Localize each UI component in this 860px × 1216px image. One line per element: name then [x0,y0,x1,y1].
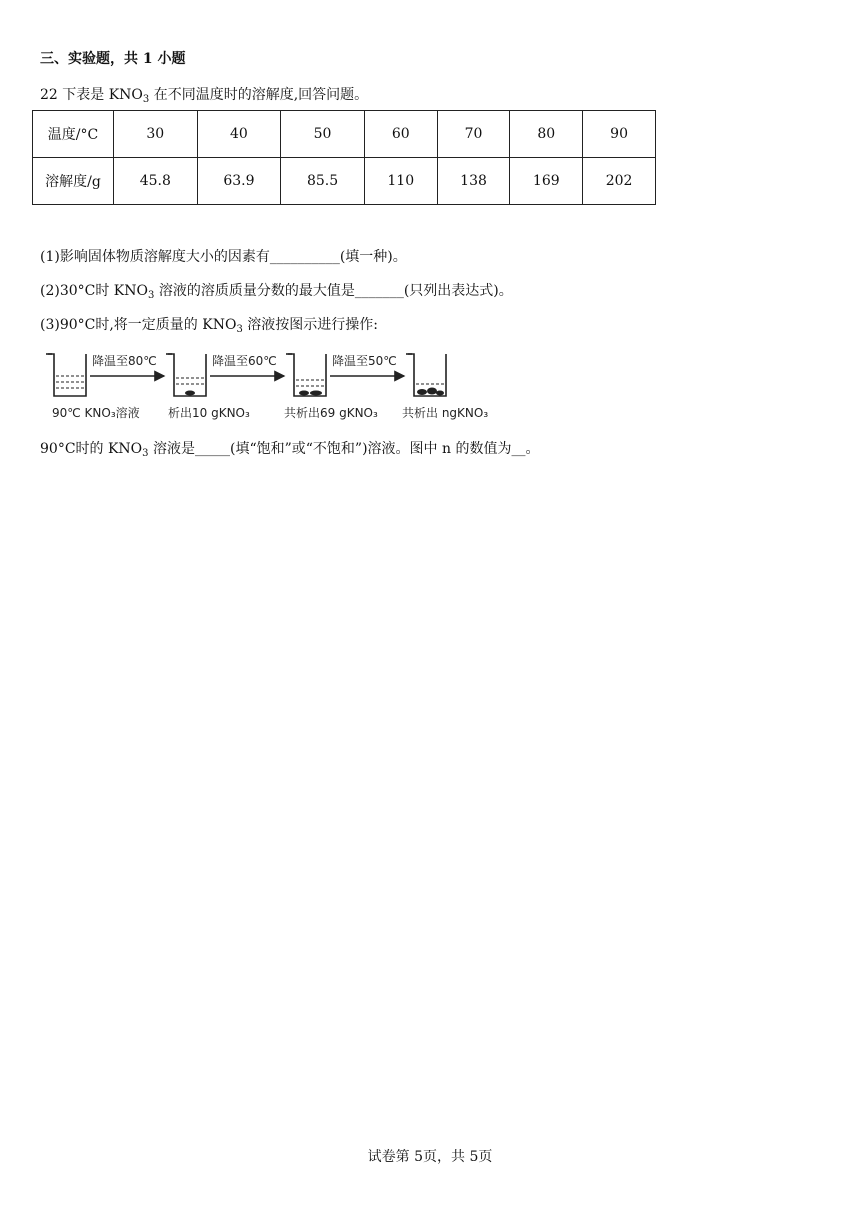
table-cell: 50 [281,111,365,158]
table-cell: 63.9 [197,158,281,205]
table-cell: 60 [364,111,437,158]
part-2-prefix: (2)30°C时 KNO [40,283,148,299]
part-3 [40,314,378,334]
beaker-icon [406,354,446,396]
question-stem [40,84,368,104]
beaker-label: 共析出69 gKNO₃ [284,406,378,420]
beaker-icon [286,354,326,396]
table-row-temperature [33,111,656,158]
part-2-subscript: 3 [148,290,155,301]
part-2 [40,280,513,300]
table-cell: 70 [437,111,510,158]
part-2-suffix: 溶液的溶质质量分数的最大值是_______(只列出表达式)。 [154,283,513,299]
part-3-prefix: (3)90°C时,将一定质量的 KNO [40,317,237,333]
page-footer: 试卷第 5页，共 5页 [367,1149,493,1165]
question-stem-suffix: 在不同温度时的溶解度,回答问题。 [149,87,369,103]
beaker-label: 90℃ KNO₃溶液 [52,406,140,420]
table-cell: 45.8 [114,158,198,205]
table-cell: 85.5 [281,158,365,205]
part-3-subscript: 3 [236,324,243,335]
table-cell: 30 [114,111,198,158]
table-cell: 40 [197,111,281,158]
part-3-suffix: 溶液按图示进行操作: [242,317,378,333]
table-row-solubility [33,158,656,205]
arrow-label: 降温至80℃ [92,354,157,368]
part-3-question-prefix: 90°C时的 KNO [40,441,143,457]
part-1: (1)影响固体物质溶解度大小的因素有__________(填一种)。 [40,249,407,265]
beaker-icon [166,354,206,396]
beaker-label: 析出10 gKNO₃ [168,406,250,420]
beaker-label: 共析出 ngKNO₃ [402,406,489,420]
section-title: 三、实验题，共 1 小题 [40,51,186,67]
solubility-table [32,110,656,205]
question-stem-subscript: 3 [142,94,150,105]
table-cell: 110 [364,158,437,205]
arrow-label: 降温至60℃ [212,354,277,368]
part-3-question-suffix: 溶液是_____(填“饱和”或“不饱和”)溶液。图中 n 的数值为__。 [148,441,540,457]
table-cell: 80 [510,111,583,158]
arrow-label: 降温至50℃ [332,354,397,368]
part-3-question-subscript: 3 [142,448,149,459]
table-cell: 90 [583,111,656,158]
part-3-question [40,438,539,458]
table-row-label: 溶解度/g [33,158,114,205]
question-stem-prefix: 22 下表是 KNO [40,87,143,103]
table-cell: 202 [583,158,656,205]
table-row-label: 温度/°C [33,111,114,158]
table-cell: 169 [510,158,583,205]
table-cell: 138 [437,158,510,205]
beaker-icon [46,354,86,396]
crystallization-diagram [44,350,514,424]
